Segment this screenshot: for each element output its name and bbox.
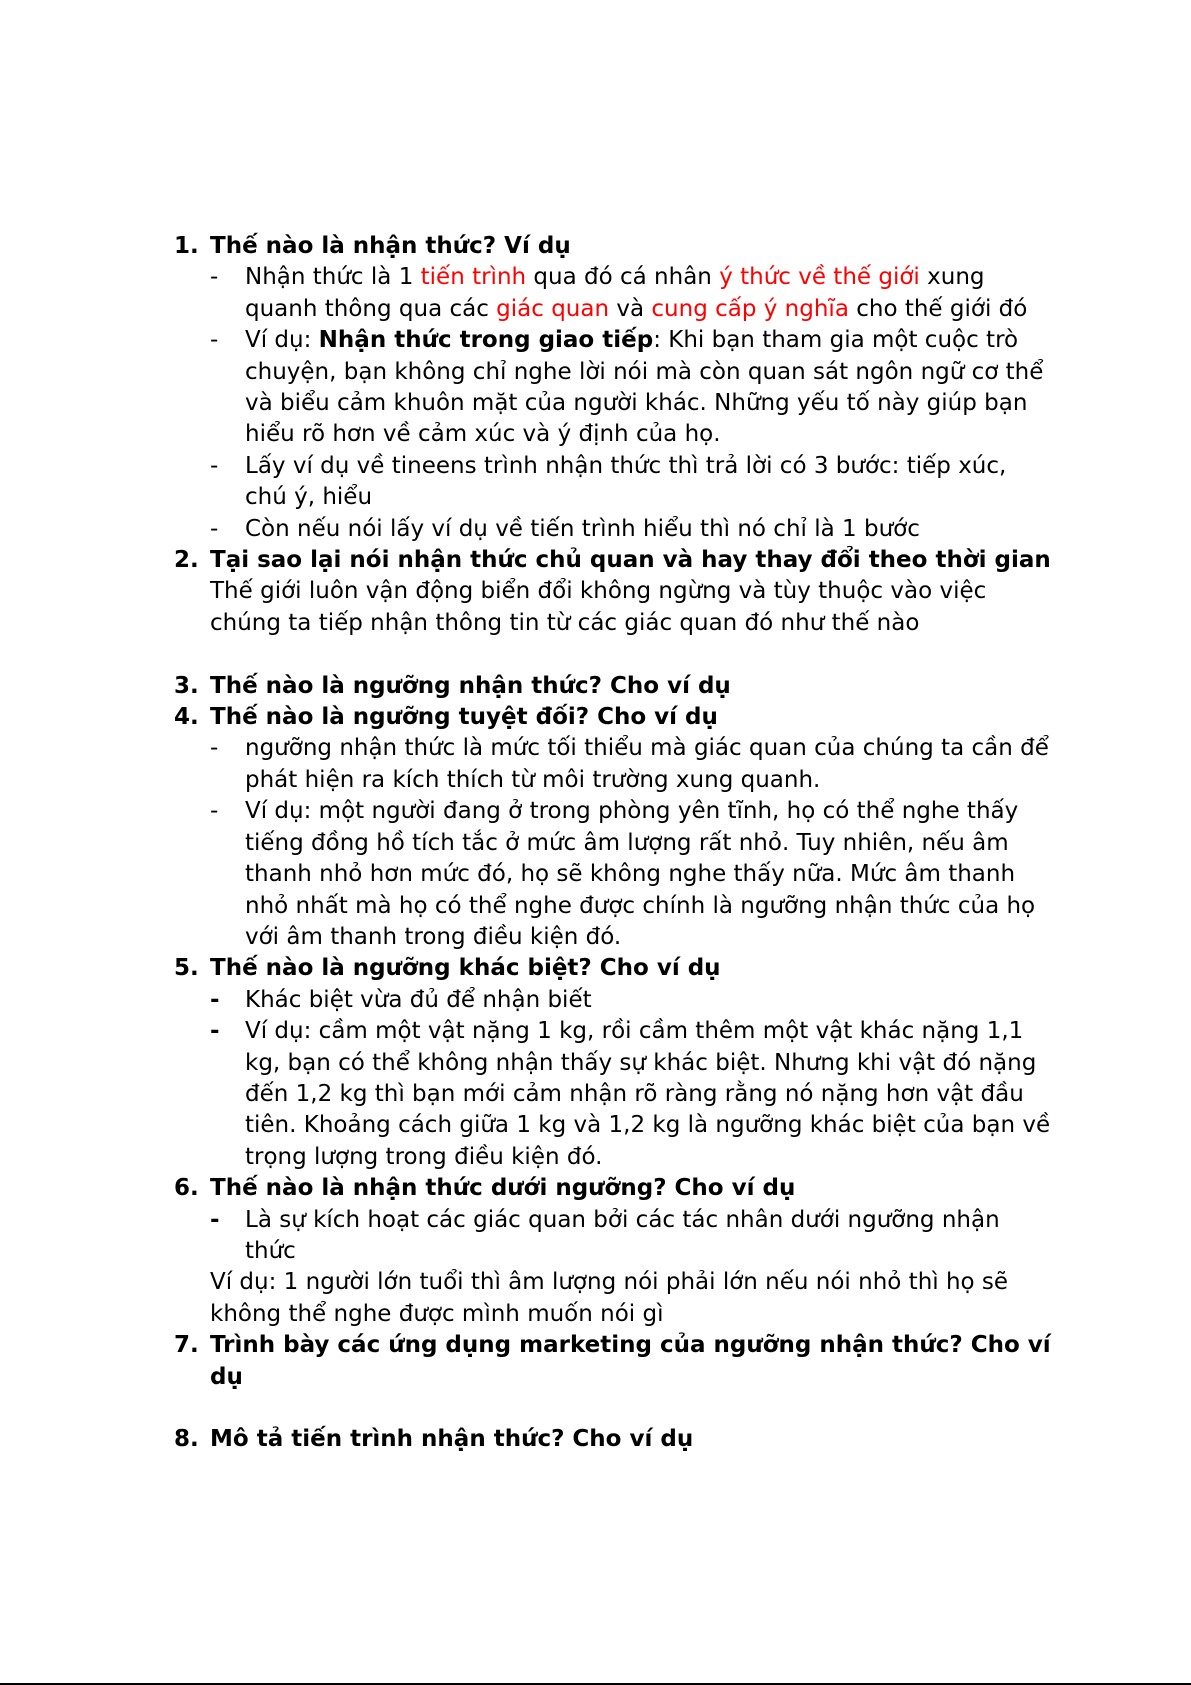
question-4	[174, 702, 1054, 733]
answer-paragraph: Ví dụ: 1 người lớn tuổi thì âm lượng nói phải lớn nếu nói nhỏ thì họ sẽ không thể nghe được mình muốn nói gì	[210, 1269, 1009, 1327]
bullet-item	[174, 262, 1054, 325]
question-2	[174, 545, 1054, 576]
question-5	[174, 953, 1054, 984]
question-title: Tại sao lại nói nhận thức chủ quan và hay thay đổi theo thời gian	[210, 547, 1051, 574]
question-number: 4.	[174, 704, 199, 731]
text-run: Ví dụ:	[245, 327, 319, 354]
bullet-item	[174, 451, 1054, 514]
text-run: Nhận thức là 1	[245, 264, 421, 291]
text-run: qua đó cá nhân	[526, 264, 720, 291]
bold-text: Nhận thức trong giao tiếp	[318, 327, 654, 354]
bullet-dash: -	[210, 327, 219, 354]
question-number: 2.	[174, 547, 199, 574]
bullet-dash: -	[210, 264, 219, 291]
highlight-text: giác quan	[496, 295, 610, 322]
question-1	[174, 231, 1054, 262]
highlight-text: tiến trình	[420, 264, 527, 291]
bullet-item	[174, 514, 1054, 545]
question-number: 8.	[174, 1426, 199, 1453]
question-8	[174, 1424, 1054, 1455]
text-run: xung quanh thông qua các	[245, 264, 985, 322]
bullet-dash: -	[210, 1018, 220, 1045]
highlight-text: ý thức về thế giới	[719, 264, 920, 291]
bullet-item	[174, 796, 1054, 953]
question-number: 3.	[174, 672, 199, 699]
question-3	[174, 671, 1054, 702]
blank-line	[174, 1393, 1054, 1424]
question-title: Thế nào là ngưỡng nhận thức? Cho ví dụ	[210, 672, 731, 699]
bullet-dash: -	[210, 735, 219, 762]
question-number: 6.	[174, 1175, 199, 1202]
blank-line	[174, 639, 1054, 670]
question-title: Thế nào là nhận thức dưới ngưỡng? Cho ví dụ	[210, 1175, 796, 1202]
question-number: 1.	[174, 233, 199, 259]
text-run: và	[609, 295, 652, 322]
bullet-item	[174, 985, 1054, 1016]
bullet-dash: -	[210, 515, 219, 542]
bullet-item	[174, 325, 1054, 451]
bullet-dash: -	[210, 1206, 220, 1233]
document-body	[174, 231, 1054, 1456]
question-7	[174, 1330, 1054, 1393]
answer-paragraph: Thế giới luôn vận động biển đổi không ngừng và tùy thuộc vào việc chúng ta tiếp nhận thông tin từ các giác quan đó như thế nào	[210, 578, 987, 636]
text-run: Còn nếu nói lấy ví dụ về tiến trình hiểu thì nó chỉ là 1 bước	[245, 515, 920, 542]
text-run: Là sự kích hoạt các giác quan bởi các tác nhân dưới ngưỡng nhận thức	[245, 1206, 1000, 1264]
question-number: 5.	[174, 955, 199, 982]
question-6	[174, 1173, 1054, 1204]
bullet-dash: -	[210, 986, 220, 1013]
bullet-item	[174, 1205, 1054, 1268]
highlight-text: cung cấp ý nghĩa	[651, 295, 849, 322]
text-run: Khác biệt vừa đủ để nhận biết	[245, 986, 592, 1013]
bullet-dash: -	[210, 798, 219, 825]
text-run: ngưỡng nhận thức là mức tối thiểu mà giác quan của chúng ta cần để phát hiện ra kích thích từ môi trường xung quanh.	[245, 735, 1049, 793]
question-title: Thế nào là ngưỡng khác biệt? Cho ví dụ	[210, 955, 721, 982]
bullet-item	[174, 733, 1054, 796]
text-run: Lấy ví dụ về tineens trình nhận thức thì trả lời có 3 bước: tiếp xúc, chú ý, hiểu	[245, 452, 1007, 511]
bullet-item	[174, 1016, 1054, 1173]
text-run: Ví dụ: một người đang ở trong phòng yên tĩnh, họ có thể nghe thấy tiếng đồng hồ tích tắc ở mức âm lượng rất nhỏ. Tuy nhiên, nếu âm thanh nhỏ hơn mức đó, họ sẽ không nghe thấy nữa. Mức âm thanh nhỏ nhất mà họ có thể nghe được chính là ngưỡng nhận thức của họ với âm thanh trong điều kiện đó.	[245, 798, 1036, 950]
text-run: : Khi bạn tham gia một cuộc trò chuyện, bạn không chỉ nghe lời nói mà còn quan sát ngôn ngữ cơ thể và biểu cảm khuôn mặt của người khác. Những yếu tố này giúp bạn hiểu rõ hơn về cảm xúc và ý định của họ.	[245, 327, 1044, 448]
question-title: Thế nào là nhận thức? Ví dụ	[210, 233, 571, 259]
text-run: cho thế giới đó	[848, 295, 1028, 322]
question-title: Thế nào là ngưỡng tuyệt đối? Cho ví dụ	[210, 704, 718, 731]
bullet-dash: -	[210, 452, 219, 479]
question-number: 7.	[174, 1332, 199, 1359]
question-title: Mô tả tiến trình nhận thức? Cho ví dụ	[210, 1426, 694, 1453]
text-run: Ví dụ: cầm một vật nặng 1 kg, rồi cầm thêm một vật khác nặng 1,1 kg, bạn có thể không nhận thấy sự khác biệt. Nhưng khi vật đó nặng đến 1,2 kg thì bạn mới cảm nhận rõ ràng rằng nó nặng hơn vật đầu tiên. Khoảng cách giữa 1 kg và 1,2 kg là ngưỡng khác biệt của bạn về trọng lượng trong điều kiện đó.	[245, 1018, 1051, 1170]
question-title: Trình bày các ứng dụng marketing của ngưỡng nhận thức? Cho ví dụ	[210, 1332, 1051, 1390]
